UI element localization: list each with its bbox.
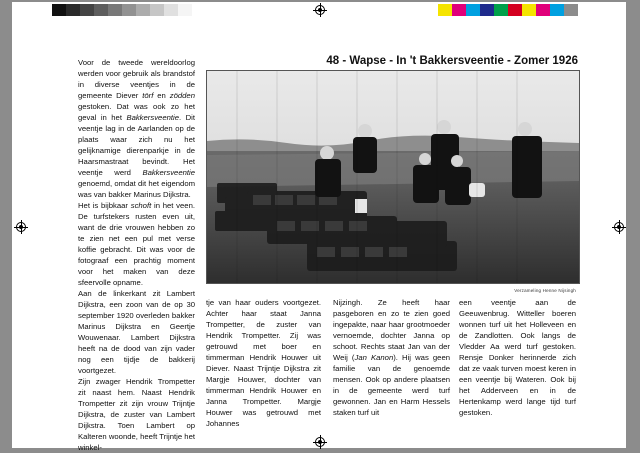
gray-swatch (164, 4, 178, 16)
photo-illustration (207, 71, 579, 283)
color-swatch (536, 4, 550, 16)
gray-swatch (94, 4, 108, 16)
paragraph: Zijn zwager Hendrik Trompetter zit naast hem. Naast Hendrik Trompetter zit zijn vrouw Trijntje Dijkstra, de zuster van Lambert Dijkstra. Toen Lambert op Kalteren woonde, heeft Trijntje het winkel- (78, 377, 195, 452)
paragraph: tje van haar ouders voortgezet. Achter haar staat Janna Trompetter, de zuster van Hendrik Trompetter. Zij was getrouwd met boer en timmerman Hendrik Houwer uit Diever. Naast Trijntje Dijkstra zit Margje Houwer, dochter van timmerman Hendrik Houwer en Janna Trompetter. Margje Houwer was getrouwd met Johannes (206, 298, 321, 428)
paragraph: Nijzingh. Ze heeft haar pasgeboren en zo te zien goed ingepakte, naar haar grootmoeder vernoemde, dochter Janna op schoot. Rechts staat Jan van der Weij (Jan Kanon). Hij was geen familie van de genoemde mensen. Ook op andere plaatsen in de gemeente werd turf gewonnen. Jan en Harm Hessels staken turf uit (333, 298, 451, 417)
text-column-4 (459, 297, 576, 418)
color-swatch (466, 4, 480, 16)
color-swatch (494, 4, 508, 16)
color-swatch (438, 4, 452, 16)
article-heading: 48 - Wapse - In 't Bakkersveentie - Zomer 1926 (326, 55, 578, 67)
color-swatch (522, 4, 536, 16)
registration-mark-left (14, 220, 28, 234)
gray-swatch (122, 4, 136, 16)
italic-term: schoft (130, 201, 152, 210)
photo-credit: Verzameling Henne Nijsingh (514, 288, 576, 293)
color-swatch (564, 4, 578, 16)
italic-term: törf (142, 91, 154, 100)
italic-term: Jan Kanon (354, 353, 394, 362)
paragraph: Aan de linkerkant zit Lambert Dijkstra, een zoon van de op 30 september 1920 overleden bakker Marinus Dijkstra en Geertje Wouwenaar. Lambert Dijkstra heeft na de dood van zijn vader nog een tijdje de bakkerij voortgezet. (78, 289, 195, 375)
text-column-2 (206, 297, 321, 429)
italic-term: Bakkersveentie (126, 113, 179, 122)
color-swatch (508, 4, 522, 16)
gray-swatch (80, 4, 94, 16)
grayscale-calibration-strip (52, 4, 192, 16)
gray-swatch (108, 4, 122, 16)
historic-photo (206, 70, 580, 284)
paragraph: een veentje aan de Geeuwenbrug. Witteller boeren wonnen turf uit het Holleveen en de Zandlotten. Ook langs de Vledder Aa werd turf gestoken. Rensje Donker herinnerde zich dat ze vaak turven moest keren in een veentje bij Wateren. Ook bij het Adderveen en in de Hertenkamp werd lange tijd turf gestoken. (459, 298, 576, 417)
color-swatch (452, 4, 466, 16)
registration-mark-bottom (313, 435, 327, 449)
italic-term: Bakkersveentie (142, 168, 195, 177)
paragraph: Het is bijbkaar schoft in het veen. De turfstekers rusten even uit, want de drie vrouwen hebben zo te zien net een pul met verse koffie gebracht. Dit was voor de fotograaf een prachtig moment voor het maken van deze sfeervolle opname. (78, 201, 195, 287)
registration-mark-right (612, 220, 626, 234)
gray-swatch (150, 4, 164, 16)
gray-swatch (66, 4, 80, 16)
text-column-3 (333, 297, 450, 418)
gray-swatch (136, 4, 150, 16)
color-calibration-strip (438, 4, 578, 16)
registration-mark-top (313, 3, 327, 17)
paragraph: Voor de tweede wereldoorlog werden voor gebruik als brandstof in diverse veentjes in de gemeente Diever törf en zödden gestoken. Dat was ook zo het geval in het Bakkersveentie. Dit veentje lag in de Aarlanden op de plaats waar zich nu het gelijknamige dierenparkje in de Haarsmastraat bevindt. Het veentje werd Bakkersveentie genoemd, omdat dit het eigendom was van bakker Marinus Dijkstra. (78, 58, 195, 199)
text-column-1 (78, 57, 195, 453)
color-swatch (480, 4, 494, 16)
gray-swatch (52, 4, 66, 16)
gray-swatch (178, 4, 192, 16)
color-swatch (550, 4, 564, 16)
italic-term: zödden (169, 91, 195, 100)
